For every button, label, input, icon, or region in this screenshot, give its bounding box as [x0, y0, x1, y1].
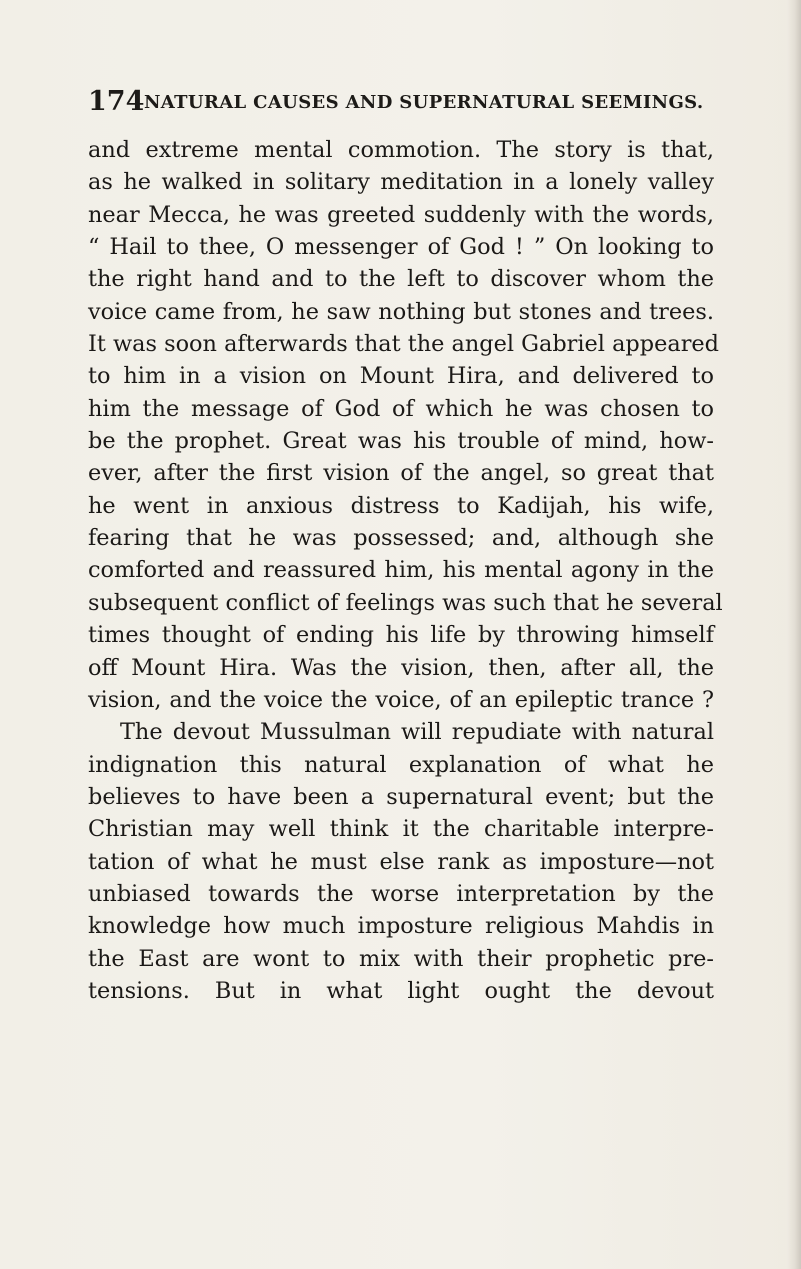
text-line: the right hand and to the left to discover whom the	[88, 266, 714, 293]
text-line: tation of what he must else rank as imposture—not	[88, 848, 714, 875]
text-line: as he walked in solitary meditation in a lonely valley	[88, 169, 714, 196]
text-line: knowledge how much imposture religious Mahdis in	[88, 913, 714, 940]
text-line: unbiased towards the worse interpretation by the	[88, 880, 714, 907]
body-text	[88, 134, 723, 1007]
text-line: believes to have been a supernatural event; but the	[88, 783, 714, 810]
text-line: “ Hail to thee, O messenger of God ! ” On looking to	[88, 234, 714, 261]
text-line: near Mecca, he was greeted suddenly with the words,	[88, 201, 714, 228]
text-line: ever, after the first vision of the angel, so great that	[88, 460, 714, 487]
text-line: subsequent conflict of feelings was such that he several	[88, 589, 723, 616]
text-line: The devout Mussulman will repudiate with natural	[120, 719, 714, 746]
text-line: times thought of ending his life by throwing himself	[88, 622, 714, 649]
text-line: comforted and reassured him, his mental agony in the	[88, 557, 714, 584]
page-edge-shadow	[787, 0, 801, 1269]
text-line: voice came from, he saw nothing but stones and trees.	[88, 298, 714, 325]
text-line: It was soon afterwards that the angel Gabriel appeared	[88, 331, 719, 358]
text-line: he went in anxious distress to Kadijah, his wife,	[88, 492, 714, 519]
text-line: be the prophet. Great was his trouble of mind, how-	[88, 428, 714, 455]
text-line: vision, and the voice the voice, of an epileptic trance ?	[88, 686, 714, 713]
running-title: NATURAL CAUSES AND SUPERNATURAL SEEMINGS.	[144, 92, 704, 113]
running-header	[88, 86, 718, 118]
text-line: off Mount Hira. Was the vision, then, after all, the	[88, 654, 714, 681]
text-line: to him in a vision on Mount Hira, and delivered to	[88, 363, 714, 390]
page-number: 174	[88, 86, 145, 117]
text-line: Christian may well think it the charitable interpre-	[88, 816, 714, 843]
text-line: and extreme mental commotion. The story is that,	[88, 137, 714, 163]
text-line: him the message of God of which he was chosen to	[88, 395, 714, 422]
text-line: the East are wont to mix with their prophetic pre-	[88, 945, 714, 972]
text-line: indignation this natural explanation of what he	[88, 751, 714, 778]
text-line: fearing that he was possessed; and, although she	[88, 525, 714, 552]
text-line: tensions. But in what light ought the devout	[88, 977, 714, 1004]
